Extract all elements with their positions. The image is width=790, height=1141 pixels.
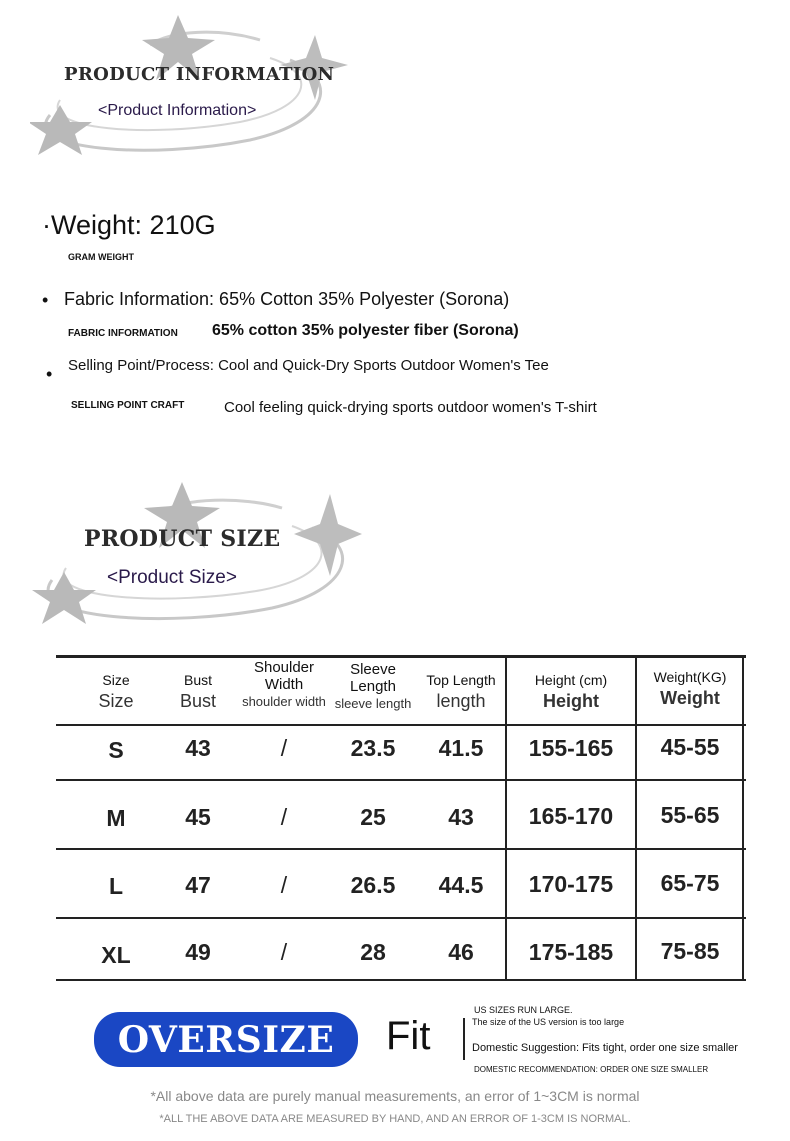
- table-cell: XL: [101, 942, 131, 968]
- table-cell: 44.5: [438, 872, 484, 898]
- table-divider: [742, 655, 744, 981]
- table-cell: 65-75: [660, 870, 720, 896]
- footer-note-caps: *ALL THE ABOVE DATA ARE MEASURED BY HAND, AND AN ERROR OF 1-3CM IS NORMAL.: [159, 1113, 631, 1125]
- selling-bullet: •: [46, 364, 53, 384]
- fabric-detail: 65% cotton 35% polyester fiber (Sorona): [212, 322, 519, 339]
- fabric-bullet: •: [42, 290, 49, 310]
- table-cell: 41.5: [438, 735, 484, 761]
- table-cell: 47: [185, 872, 211, 898]
- header-sleeve-length: Sleeve Length sleeve length: [334, 661, 412, 711]
- header-height: Height (cm) Height: [534, 672, 608, 711]
- table-cell: 43: [448, 804, 474, 830]
- table-cell: 28: [360, 939, 386, 965]
- star-swoosh-decoration: [30, 10, 350, 160]
- header-top-length: Top Length length: [426, 672, 496, 711]
- table-cell: 55-65: [660, 802, 720, 828]
- table-cell: /: [280, 872, 288, 898]
- size-table: [56, 655, 746, 982]
- header-shoulder-width: Shoulder Width shoulder width: [242, 659, 326, 709]
- table-cell: 170-175: [528, 871, 614, 897]
- table-cell: 175-185: [528, 939, 614, 965]
- table-cell: 165-170: [528, 803, 614, 829]
- table-cell: /: [280, 735, 288, 761]
- weight-text: Weight: 210G: [51, 210, 216, 240]
- fit-divider: [463, 1018, 465, 1060]
- table-divider: [635, 655, 637, 981]
- table-cell: /: [280, 939, 288, 965]
- header-bust: Bust Bust: [179, 672, 217, 711]
- star-swoosh-decoration: [32, 480, 362, 630]
- table-rule: [56, 848, 746, 850]
- fabric-text: Fabric Information: 65% Cotton 35% Polyester (Sorona): [64, 289, 510, 309]
- table-rule: [56, 979, 746, 981]
- table-cell: /: [280, 804, 288, 830]
- fit-note-us-version: The size of the US version is too large: [472, 1017, 625, 1027]
- gram-weight-caption: GRAM WEIGHT: [68, 252, 134, 262]
- product-information-subtitle: <Product Information>: [98, 102, 257, 119]
- table-rule: [56, 917, 746, 919]
- fit-note-us-sizes: US SIZES RUN LARGE.: [474, 1005, 573, 1015]
- table-cell: 43: [185, 735, 211, 761]
- product-size-subtitle: <Product Size>: [107, 567, 237, 588]
- table-cell: 49: [185, 939, 211, 965]
- table-cell: 155-165: [528, 735, 614, 761]
- header-weight: Weight(KG) Weight: [653, 669, 727, 708]
- header-size: Size Size: [98, 672, 134, 711]
- table-cell: S: [108, 737, 124, 763]
- star-icon: [30, 105, 92, 155]
- fabric-caption: FABRIC INFORMATION: [68, 328, 178, 339]
- table-cell: 45: [185, 804, 211, 830]
- fit-note-domestic-caps: DOMESTIC RECOMMENDATION: ORDER ONE SIZE SMALLER: [474, 1065, 709, 1074]
- selling-detail: Cool feeling quick-drying sports outdoor women's T-shirt: [224, 399, 597, 416]
- oversize-badge: [94, 1012, 358, 1067]
- fit-note-domestic: Domestic Suggestion: Fits tight, order one size smaller: [472, 1042, 738, 1054]
- footer-note: *All above data are purely manual measurements, an error of 1~3CM is normal: [150, 1088, 640, 1104]
- selling-caption: SELLING POINT CRAFT: [71, 400, 185, 411]
- product-size-title: PRODUCT SIZE: [84, 526, 281, 552]
- selling-text: Selling Point/Process: Cool and Quick-Dry Sports Outdoor Women's Tee: [68, 357, 549, 374]
- table-cell: 25: [360, 804, 386, 830]
- table-divider: [505, 655, 507, 981]
- table-cell: 26.5: [350, 872, 396, 898]
- table-cell: M: [106, 805, 126, 831]
- table-cell: 75-85: [660, 938, 720, 964]
- fit-label: Fit: [386, 1014, 431, 1058]
- star-icon: [32, 572, 96, 624]
- weight-line: [42, 210, 216, 241]
- table-cell: 23.5: [350, 735, 396, 761]
- product-information-title: PRODUCT INFORMATION: [64, 64, 335, 85]
- table-cell: 46: [448, 939, 474, 965]
- table-cell: L: [108, 873, 124, 899]
- star-icon: [294, 494, 362, 576]
- table-rule: [56, 779, 746, 781]
- table-rule: [56, 724, 746, 726]
- table-rule: [56, 655, 746, 658]
- table-cell: 45-55: [660, 734, 720, 760]
- weight-bullet: ·: [42, 210, 51, 240]
- oversize-label: OVERSIZE: [117, 1018, 335, 1061]
